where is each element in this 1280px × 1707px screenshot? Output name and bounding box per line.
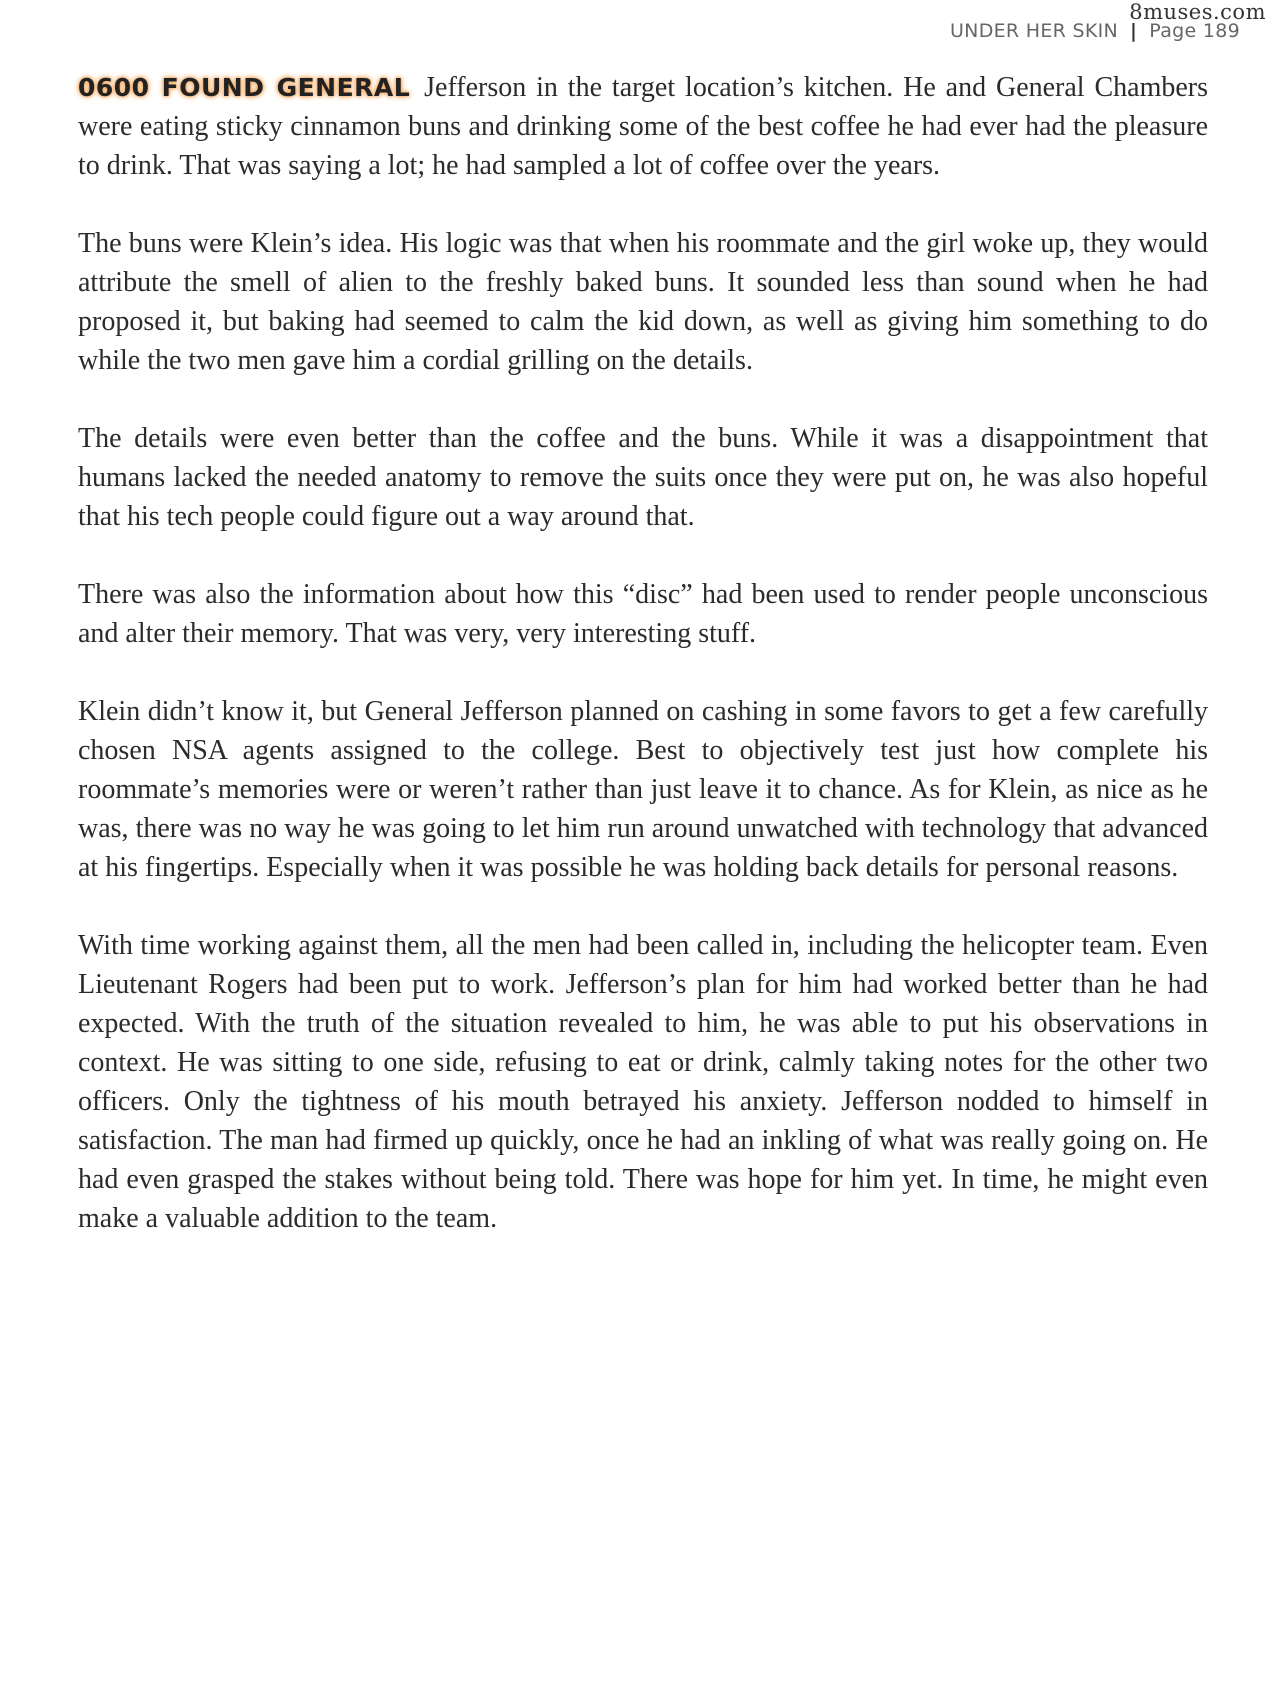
watermark: 8muses.com <box>1129 0 1266 24</box>
paragraph: There was also the information about how this “disc” had been used to render people unconscious and alter their memory. That was very, very interesting stuff. <box>78 579 1208 649</box>
page-body <box>78 68 1208 1277</box>
paragraph-text: Jefferson in the target location’s kitchen. He and General Chambers were eating sticky cinnamon buns and drinking some of the best coffee he had ever had the pleasure to drink. That was saying a lot; he had sampled a lot of coffee over the years. <box>78 72 1209 181</box>
paragraph: With time working against them, all the men had been called in, including the helicopter team. Even Lieutenant Rogers had been put to work. Jefferson’s plan for him had worked better than he had expected. With the truth of the situation revealed to him, he was able to put his observations in context. He was sitting to one side, refusing to eat or drink, calmly taking notes for the other two officers. Only the tightness of his mouth betrayed his anxiety. Jefferson nodded to himself in satisfaction. The man had firmed up quickly, once he had an inkling of what was really going on. He had even grasped the stakes without being told. There was hope for him yet. In time, he might even make a valuable addition to the team. <box>78 930 1208 1234</box>
page-number: Page 189 <box>1149 20 1240 42</box>
paragraph: The details were even better than the coffee and the buns. While it was a disappointment that humans lacked the needed anatomy to remove the suits once they were put on, he was also hopeful that his tech people could figure out a way around that. <box>78 423 1208 532</box>
paragraph: Klein didn’t know it, but General Jefferson planned on cashing in some favors to get a few carefully chosen NSA agents assigned to the college. Best to objectively test just how complete his roommate’s memories were or weren’t rather than just leave it to chance. As for Klein, as nice as he was, there was no way he was going to let him run around unwatched with technology that advanced at his fingertips. Especially when it was possible he was holding back details for personal reasons. <box>78 696 1208 883</box>
book-title: UNDER HER SKIN <box>949 20 1119 42</box>
header-separator: | <box>1130 20 1138 42</box>
paragraph <box>78 68 1208 185</box>
chapter-lead-in: 0600 FOUND GENERAL <box>78 73 411 102</box>
paragraph: The buns were Klein’s idea. His logic was that when his roommate and the girl woke up, they would attribute the smell of alien to the freshly baked buns. It sounded less than sound when he had proposed it, but baking had seemed to calm the kid down, as well as giving him something to do while the two men gave him a cordial grilling on the details. <box>78 228 1208 376</box>
running-header <box>950 20 1240 42</box>
